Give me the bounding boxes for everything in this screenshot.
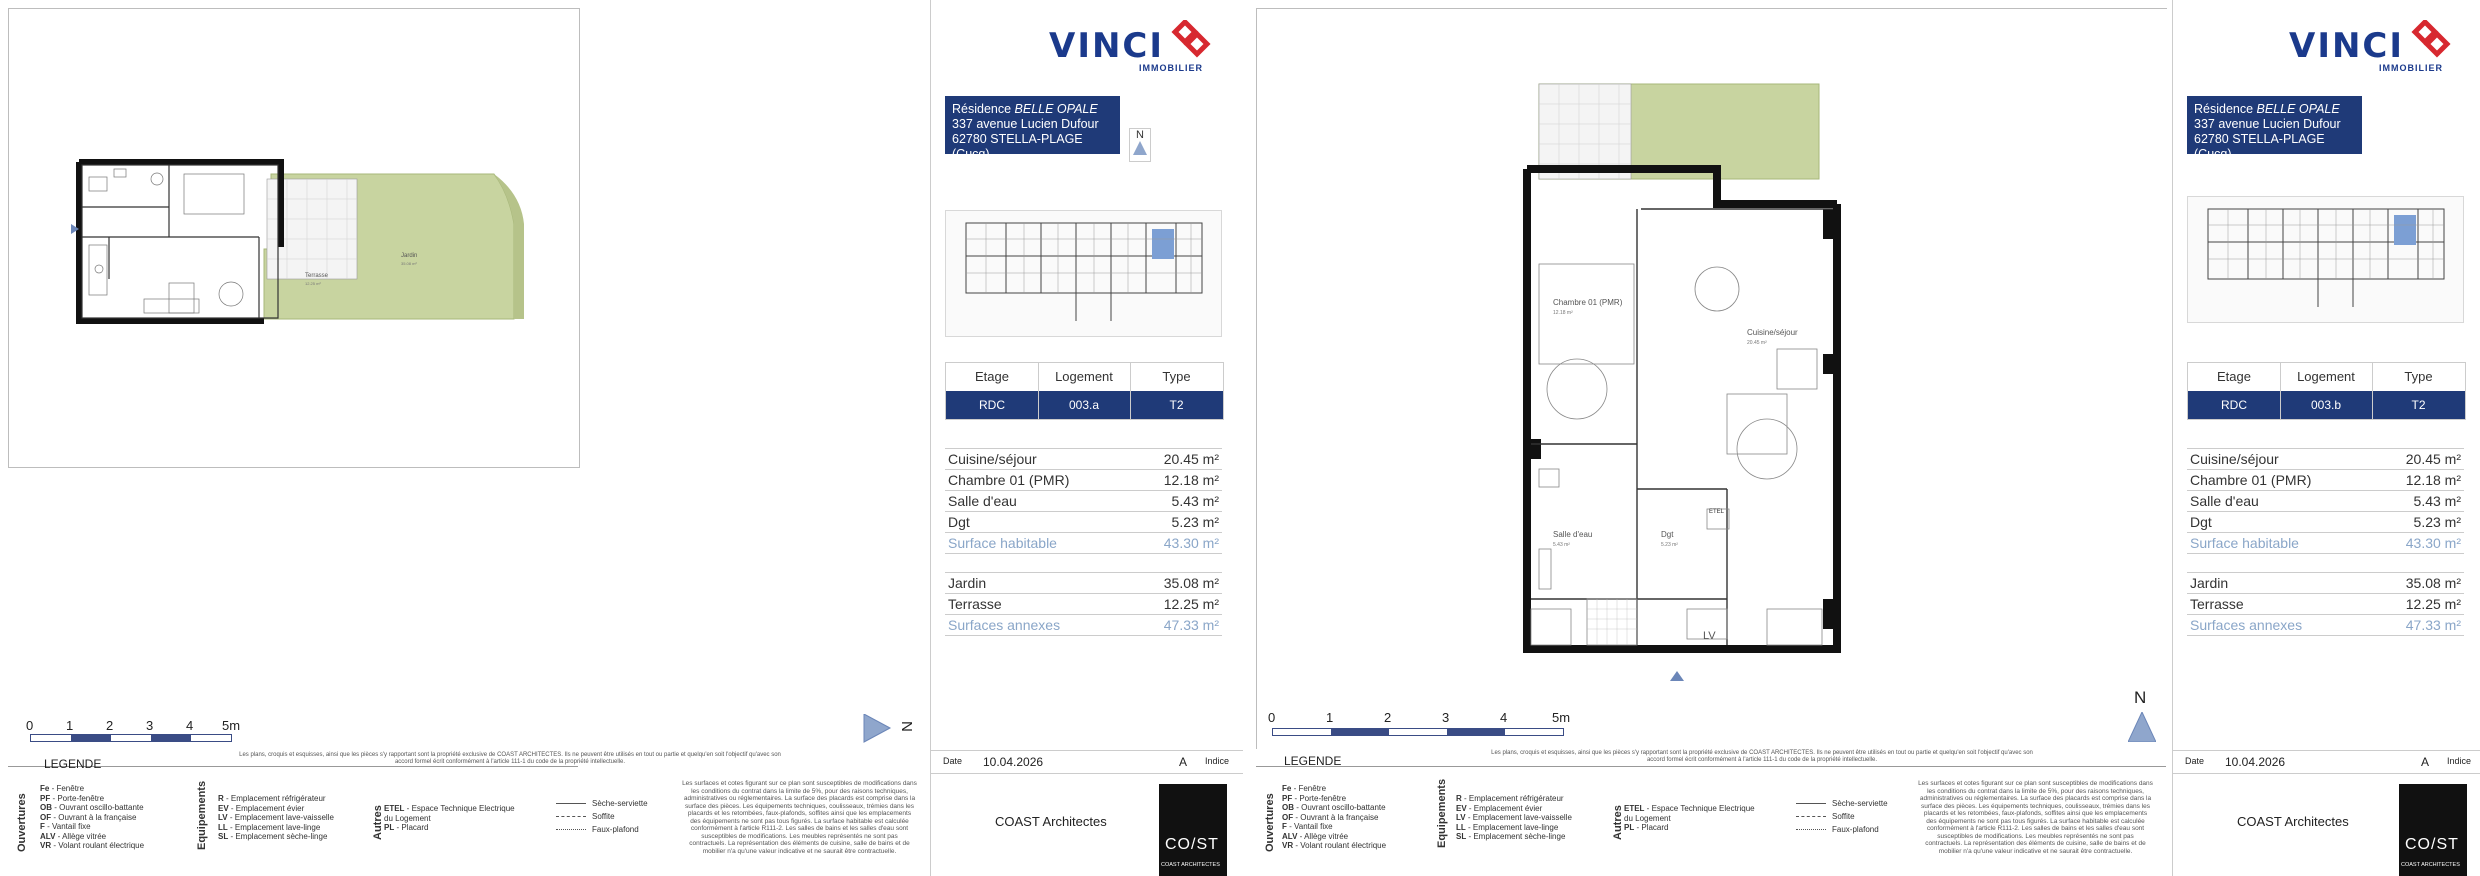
surface-total-value: 43.30 m² [2405,535,2461,551]
annex-label: Jardin [948,575,987,591]
surface-value: 5.43 m² [2413,493,2461,509]
surface-value: 20.45 m² [1163,451,1219,467]
table-header: Type [2404,369,2433,384]
surface-value: 20.45 m² [2405,451,2461,467]
scale-label: 5m [222,718,241,733]
plan-area-salle-deau: 5.43 m² [1553,542,1570,548]
annex-label: Terrasse [2190,596,2244,612]
annex-value: 35.08 m² [2405,575,2461,591]
surface-total-label: Surface habitable [948,535,1057,551]
disclaimer-b: Les surfaces et cotes figurant sur ce plan sont susceptibles de modifications dans les conditions du contrat dans la limite de 5%, pour des raisons techniques, administratives ou réglementaires. La surface des placards est comprise dans la surface des pièces. Les équipements techniques, coulisseaux, trémies dans les placards et les retombées, faux-plafonds, soffites ainsi que les emplacements des équipements ne sont pas tous figurés. La surface habitable est calculée conformément à l'article R111-2. Les salles de bains et les salles d'eau sont susceptibles de modifications. Les meubles représentés ne sont pas contractuels. La représentation des éléments de cuisine, salle de bains et de mobilier n'a qu'une valeur indicative et ne saurait être contractuelle. [1918,780,2153,855]
surface-label: Salle d'eau [2190,493,2259,509]
surface-value: 12.18 m² [2405,472,2461,488]
plan-note-b: Les plans, croquis et esquisses, ainsi que les pièces s'y rapportant sont la propriété exclusive de COAST ARCHITECTES. Ils ne peuvent être utilisés en tout ou partie et quelqu'en soit l'objectif qu'avec son accord formel écrit conformément à l'article 111-1 du code de la propriété intellectuelle. [1491,750,2033,763]
scale-label: 3 [1442,710,1450,725]
plan-area-terrasse: 12.25 m² [305,281,321,286]
apartment-table-b [2187,362,2466,420]
table-cell: RDC [2221,398,2247,412]
vinci-wordmark: VINCI [2289,26,2405,66]
surface-label: Dgt [948,514,970,530]
coast-logo-b: CO/ST COAST ARCHITECTES [2399,784,2467,876]
info-panel-b [2172,0,2480,876]
scale-label: 0 [26,718,34,733]
plan-label-cuisine: Cuisine/séjour [1747,328,1798,337]
plan-label-jardin: Jardin [401,253,418,259]
residence-box-b: Résidence BELLE OPALE 337 avenue Lucien Dufour 62780 STELLA-PLAGE (Cucq) [2187,96,2362,154]
surfaces-list-b [2187,448,2464,553]
plan-label-salle-deau: Salle d'eau [1553,530,1593,539]
index-label: Indice [1205,756,1230,766]
annex-value: 12.25 m² [1163,596,1219,612]
table-cell: T2 [2411,398,2426,412]
legend-equipements-label: Equipements [196,780,208,850]
scale-labels-a [26,718,266,734]
plan-area-dgt: 5.23 m² [1661,542,1678,548]
disclaimer-a: Les surfaces et cotes figurant sur ce plan sont susceptibles de modifications dans les conditions du contrat dans la limite de 5%, pour des raisons techniques, administratives ou réglementaires. La surface des placards est comprise dans la surface des pièces. Les équipements techniques, coulisseaux, trémies dans les placards et les retombées, faux-plafonds, soffites ainsi que les emplacements des équipements ne sont pas tous figurés. La surface habitable est calculée conformément à l'article R111-2. Les salles de bains et les salles d'eau sont susceptibles de modifications. Les meubles représentés ne sont pas contractuels. La représentation des éléments de cuisine, salle de bains et de mobilier n'a qu'une valeur indicative et ne saurait être contractuelle. [682,780,917,855]
legend-title-a: LEGENDE [44,757,102,771]
vinci-wordmark: VINCI [1049,26,1165,66]
surface-total-label: Surface habitable [2190,535,2299,551]
surface-value: 12.18 m² [1163,472,1219,488]
index-value: A [1179,755,1188,769]
table-cell: T2 [1169,398,1184,412]
table-cell: 003.a [1068,398,1100,412]
plan-area-chambre: 12.18 m² [1553,310,1573,316]
annex-label: Terrasse [948,596,1002,612]
legend-autres-list: ETEL - Espace Technique Electrique du Logement PL - Placard [1624,804,1755,832]
table-header: Logement [1055,369,1113,384]
scale-label: 2 [1384,710,1392,725]
scale-label: 1 [1326,710,1334,725]
surface-value: 5.43 m² [1171,493,1219,509]
legend-autres-label: Autres [1612,805,1624,840]
vinci-logo-a [1049,26,1219,73]
vinci-logo-b [2289,26,2459,73]
index-value: A [2421,755,2430,769]
annex-total-value: 47.33 m² [1163,617,1219,633]
legend-autres-list: ETEL - Espace Technique Electrique du Logement PL - Placard [384,804,515,832]
north-arrow-b [2128,688,2158,744]
vinci-subtitle: IMMOBILIER [2379,63,2443,73]
scale-label: 0 [1268,710,1276,725]
scale-bar-a [30,734,232,742]
table-header: Etage [975,369,1009,384]
north-label: N [2134,688,2147,707]
sheet-b [1252,0,2172,876]
plan-label-chambre: Chambre 01 (PMR) [1553,298,1623,307]
plan-label-dgt: Dgt [1661,530,1674,539]
sheet-a [0,0,917,876]
surface-value: 5.23 m² [1171,514,1219,530]
index-label: Indice [2447,756,2472,766]
date-row-a [931,750,1243,774]
surface-label: Cuisine/séjour [2190,451,2279,467]
vinci-subtitle: IMMOBILIER [1139,63,1203,73]
north-arrow-a [862,714,916,744]
annex-label: Jardin [2190,575,2229,591]
annex-total-label: Surfaces annexes [948,617,1061,633]
coast-logo-a: CO/ST COAST ARCHITECTES [1159,784,1227,876]
building-thumbnail-a [945,210,1222,337]
plan-area-a [8,8,580,468]
plan-area-b [1256,8,2167,749]
scale-label: 4 [186,718,194,733]
scale-labels-b [1268,710,1598,726]
legend-ouvertures-label: Ouvertures [16,793,28,852]
architect-name-b: COAST Architectes [2237,814,2349,829]
legend-b [1256,766,2166,769]
surface-label: Salle d'eau [948,493,1017,509]
scale-label: 2 [106,718,114,733]
surface-label: Cuisine/séjour [948,451,1037,467]
building-thumbnail-svg [2188,197,2463,322]
annexes-list-a [945,572,1222,637]
table-cell: RDC [979,398,1005,412]
vinci-cross-icon [1171,20,1215,64]
vinci-cross-icon [2411,20,2455,64]
plan-area-cuisine: 20.45 m² [1747,340,1767,346]
scale-bar-b [1272,728,1564,736]
architect-name-a: COAST Architectes [995,814,1107,829]
table-header: Logement [2297,369,2355,384]
table-header: Etage [2217,369,2251,384]
legend-equipements-list: R - Emplacement réfrigérateur EV - Emplacement évier LV - Emplacement lave-vaisselle LL - Emplacement lave-linge SL - Emplacement sèche-linge [218,794,334,841]
date-value: 10.04.2026 [983,755,1044,769]
legend-autres-label: Autres [372,805,384,840]
surface-label: Dgt [2190,514,2212,530]
legend-symbols: Sèche-serviette Soffite Faux-plafond [1796,798,1888,837]
surface-label: Chambre 01 (PMR) [2190,472,2312,488]
legend-title-b: LEGENDE [1284,754,1342,768]
north-arrow-icon [1133,141,1147,155]
legend-equipements-label: Equipements [1436,778,1448,848]
date-row-b [2173,750,2480,774]
building-thumbnail-b [2187,196,2464,323]
scale-label: 5m [1552,710,1571,725]
annex-total-label: Surfaces annexes [2190,617,2303,633]
surface-total-value: 43.30 m² [1163,535,1219,551]
annex-value: 35.08 m² [1163,575,1219,591]
north-label: N [898,721,916,732]
north-arrow-icon [862,714,892,744]
plan-label-terrasse: Terrasse [305,273,329,279]
date-value: 10.04.2026 [2225,755,2286,769]
plan-area-jardin: 35.08 m² [401,261,417,266]
table-header: Type [1162,369,1191,384]
scale-label: 3 [146,718,154,733]
annex-value: 12.25 m² [2405,596,2461,612]
legend-ouvertures-label: Ouvertures [1264,793,1276,852]
legend-ouvertures-list: Fe - Fenêtre PF - Porte-fenêtre OB - Ouvrant oscillo-battante OF - Ouvrant à la française F - Vantail fixe ALV - Allège vitrée VR - Volant roulant électrique [40,784,145,850]
floor-plan-a [9,9,579,467]
annexes-list-b [2187,572,2464,637]
legend-ouvertures-list: Fe - Fenêtre PF - Porte-fenêtre OB - Ouvrant oscillo-battante OF - Ouvrant à la française F - Vantail fixe ALV - Allège vitrée VR - Volant roulant électrique [1282,784,1387,850]
surface-value: 5.23 m² [2413,514,2461,530]
legend-equipements-list: R - Emplacement réfrigérateur EV - Emplacement évier LV - Emplacement lave-vaisselle LL - Emplacement lave-linge SL - Emplacement sèche-linge [1456,794,1572,841]
date-label: Date [943,756,963,766]
date-label: Date [2185,756,2205,766]
residence-box-a: Résidence BELLE OPALE 337 avenue Lucien Dufour 62780 STELLA-PLAGE (Cucq) [945,96,1120,154]
surface-label: Chambre 01 (PMR) [948,472,1070,488]
table-cell: 003.b [2310,398,2342,412]
plan-label-etel: ETEL [1709,509,1725,515]
annex-total-value: 47.33 m² [2405,617,2461,633]
apartment-table-a [945,362,1224,420]
info-panel-a [930,0,1243,876]
plan-note-a: Les plans, croquis et esquisses, ainsi que les pièces s'y rapportant sont la propriété exclusive de COAST ARCHITECTES. Ils ne peuvent être utilisés en tout ou partie et quelqu'en soit l'objectif qu'avec son accord formel écrit conformément à l'article 111-1 du code de la propriété intellectuelle. [239,752,781,765]
north-arrow-icon [2128,712,2156,742]
scale-label: 4 [1500,710,1508,725]
building-thumbnail-svg [946,211,1221,336]
floor-plan-b [1257,9,2167,749]
north-indicator-a: N [1129,128,1151,162]
plan-label-lv: LV [1703,630,1716,642]
surfaces-list-a [945,448,1222,553]
legend-symbols: Sèche-serviette Soffite Faux-plafond [556,798,648,837]
scale-label: 1 [66,718,74,733]
